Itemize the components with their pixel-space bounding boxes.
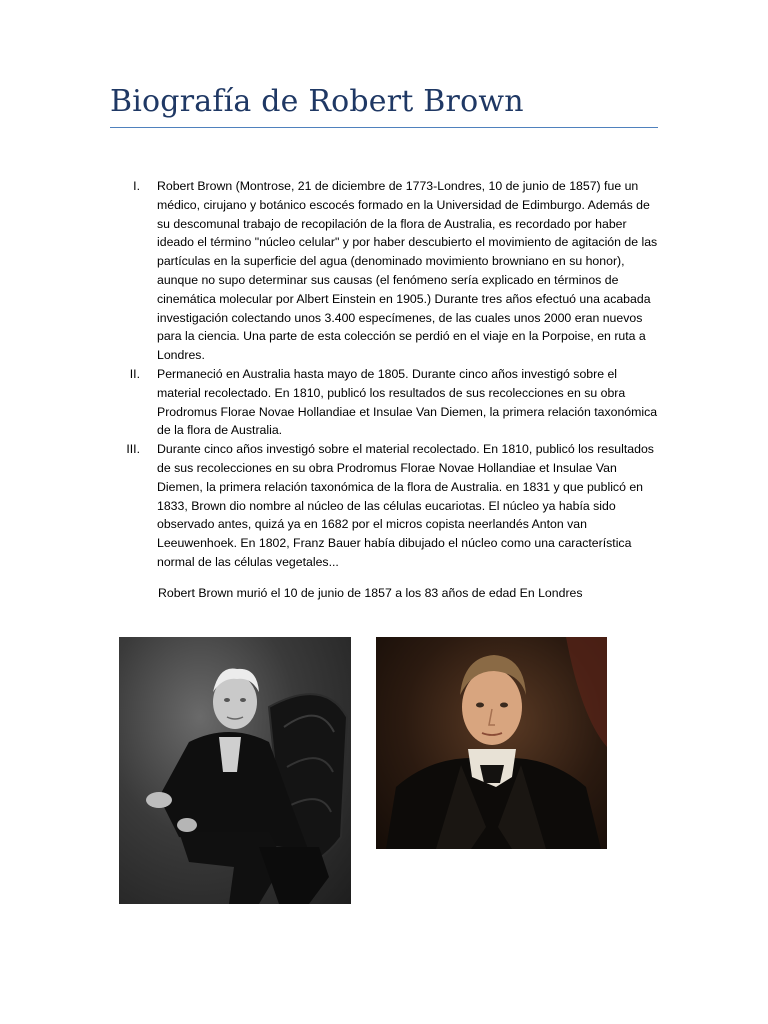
list-item-text: Permaneció en Australia hasta mayo de 1805. Durante cinco años investigó sobre el material recolectado. En 1810, publicó los resultados de sus recolecciones en su obra Prodromus Florae Novae Hollandiae et Insulae Van Diemen, la primera relación taxonómica de la flora de Australia. bbox=[157, 366, 658, 438]
list-item-text: Durante cinco años investigó sobre el material recolectado. En 1810, publicó los resultados de sus recolecciones en su obra Prodromus Florae Novae Hollandiae et Insulae Van Diemen, la primera relación taxonómica de la flora de Australia. en 1831 y que publicó en 1833, Brown dio nombre al núcleo de las células eucariotas. El núcleo ya había sido observado antes, quizá ya en 1682 por el micros copista neerlandés Anton van Leeuwenhoek. En 1802, Franz Bauer había dibujado el núcleo como una característica normal de las células vegetales... bbox=[157, 442, 654, 569]
seated-portrait-illustration bbox=[119, 637, 351, 904]
list-numeral: II. bbox=[129, 366, 140, 381]
biography-list bbox=[110, 177, 658, 572]
painted-portrait-illustration bbox=[376, 637, 607, 849]
list-numeral: I. bbox=[133, 179, 140, 193]
list-item bbox=[110, 365, 658, 440]
photo-seated-portrait bbox=[119, 637, 351, 904]
photo-painted-portrait bbox=[376, 637, 607, 849]
document-title: Biografía de Robert Brown bbox=[110, 84, 524, 119]
list-numeral: III. bbox=[126, 442, 140, 457]
closing-sentence: Robert Brown murió el 10 de junio de 1857 a los 83 años de edad En Londres bbox=[158, 586, 583, 600]
title-underline bbox=[110, 127, 658, 128]
list-item-text: Robert Brown (Montrose, 21 de diciembre de 1773-Londres, 10 de junio de 1857) fue un médico, cirujano y botánico escocés formado en la Universidad de Edimburgo. Además de su descomunal trabajo de recopilación de la flora de Australia, es recordado por haber ideado el término "núcleo celular" y por haber descubierto el movimiento de agitación de las partículas en la superficie del agua (denominado movimiento browniano en su honor), aunque no supo determinar sus causas (el fenómeno sería explicado en términos de cinemática molecular por Albert Einstein en 1905.) Durante tres años efectuó una acabada investigación colectando unos 3.400 especímenes, de las cuales unos 2000 eran nuevos para la ciencia. Una parte de esta colección se perdió en el viaje en la Porpoise, en ruta a Londres. bbox=[157, 179, 658, 363]
list-item bbox=[110, 440, 658, 572]
list-item bbox=[110, 177, 658, 365]
